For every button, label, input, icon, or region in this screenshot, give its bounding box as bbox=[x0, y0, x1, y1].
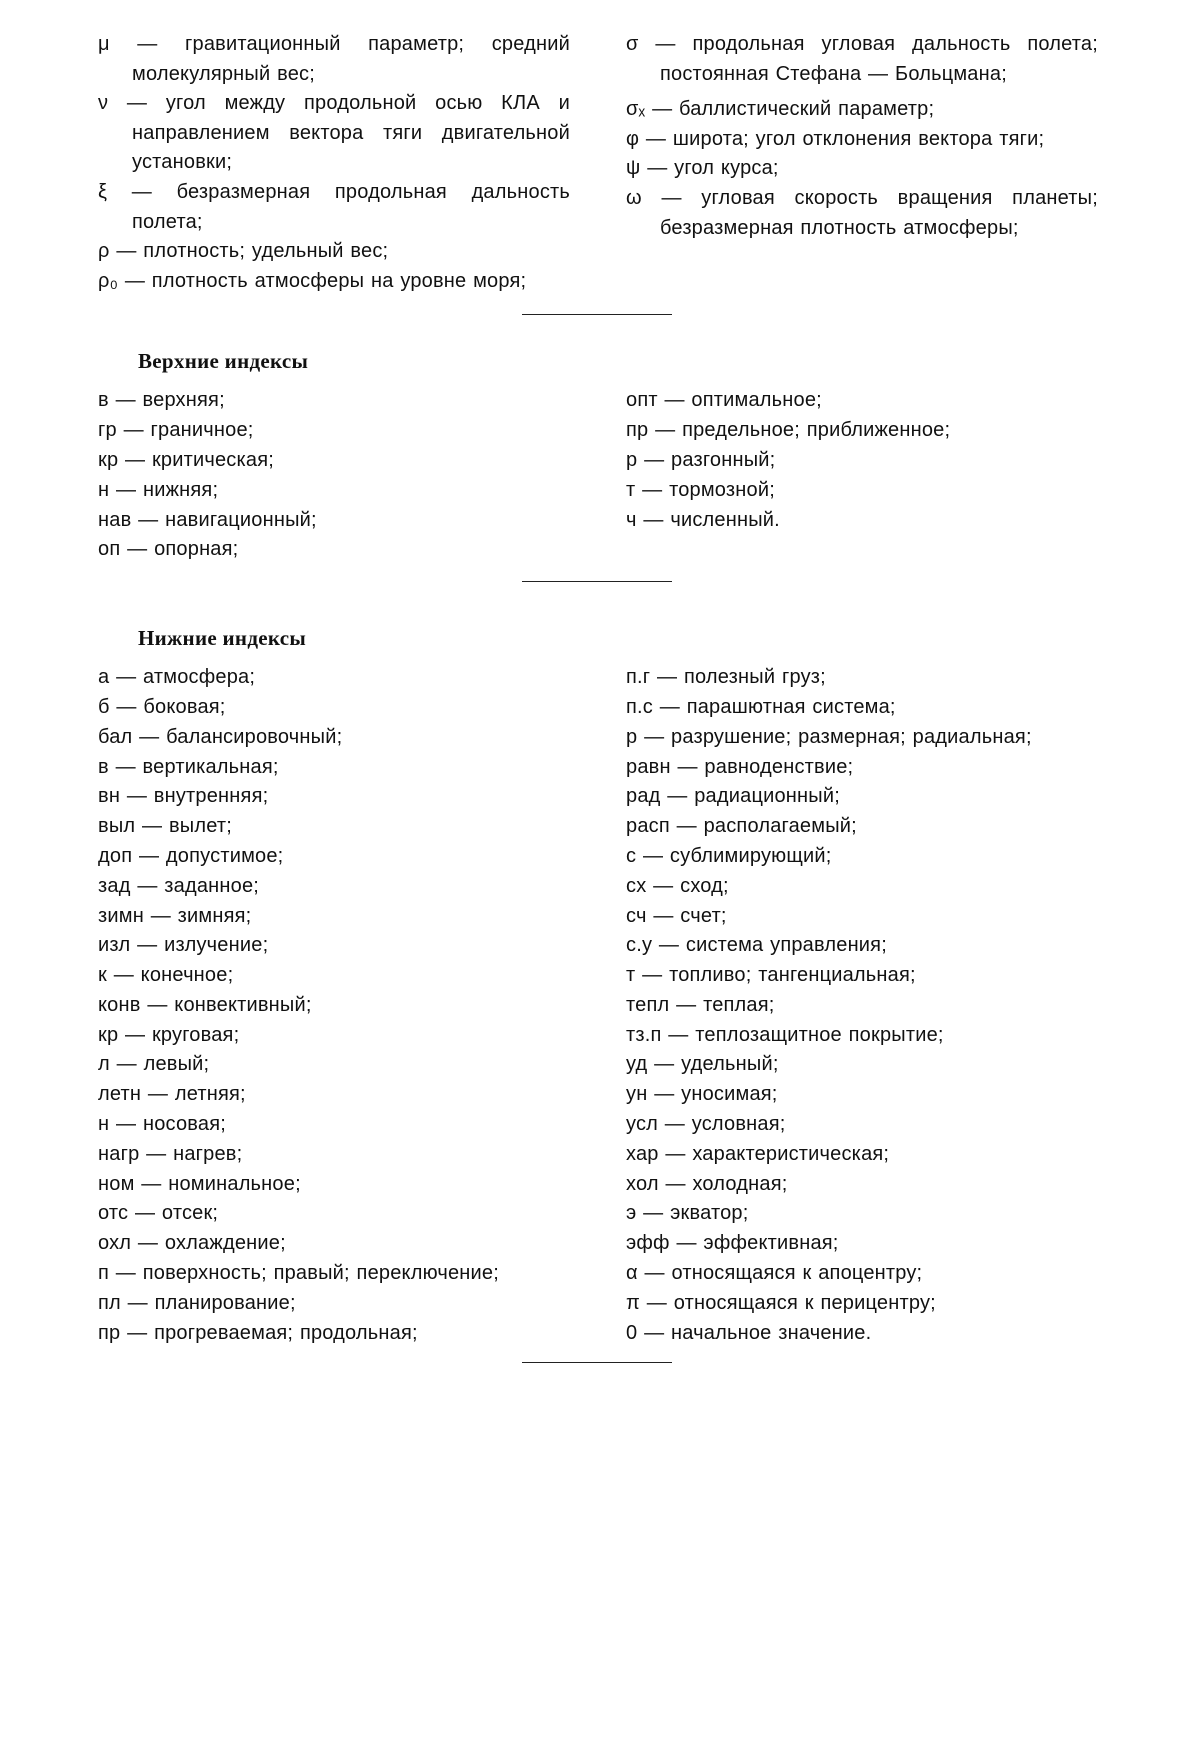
superscript-entry: пр — предельное; приближенное; bbox=[626, 419, 951, 442]
symbol-entry: ξ — безразмерная продольная дальность полета; bbox=[98, 180, 570, 233]
symbol-entry: ω — угловая скорость вращения планеты; безразмерная плотность атмосферы; bbox=[626, 186, 1098, 239]
subscript-entry: к — конечное; bbox=[98, 964, 234, 987]
subscript-entry: π — относящаяся к перицентру; bbox=[626, 1291, 936, 1314]
superscripts-left-column bbox=[98, 386, 570, 565]
subscript-entry: равн — равноденствие; bbox=[626, 755, 854, 778]
subscript-entry: сч — счет; bbox=[626, 904, 727, 927]
subscript-entry: пр — прогреваемая; продольная; bbox=[98, 1321, 418, 1344]
subscript-entry: ном — номинальное; bbox=[98, 1172, 301, 1195]
symbol-entry: ρ — плотность; удельный вес; bbox=[98, 240, 389, 263]
subscript-entry: т — топливо; тангенциальная; bbox=[626, 964, 916, 987]
superscript-entry: кр — критическая; bbox=[98, 448, 275, 471]
subscript-entry: вн — внутренняя; bbox=[98, 785, 269, 808]
subscript-entry: эфф — эффективная; bbox=[626, 1232, 839, 1255]
section-divider bbox=[522, 314, 672, 315]
subscripts-title: Нижние индексы bbox=[138, 626, 307, 651]
subscript-entry: э — экватор; bbox=[626, 1202, 749, 1225]
subscript-entry: пл — планирование; bbox=[98, 1291, 296, 1314]
subscript-entry: п.г — полезный груз; bbox=[626, 666, 826, 689]
subscript-entry: зад — заданное; bbox=[98, 874, 260, 897]
subscript-entry: сх — сход; bbox=[626, 874, 729, 897]
section-divider bbox=[522, 581, 672, 582]
subscript-entry: в — вертикальная; bbox=[98, 755, 279, 778]
subscripts-right-column bbox=[626, 663, 1098, 1348]
symbols-right-column bbox=[626, 30, 1098, 243]
symbol-entry: ψ — угол курса; bbox=[626, 157, 779, 180]
symbol-entry: σ — продольная угловая дальность полета; постоянная Стефана — Больцмана; bbox=[626, 33, 1098, 85]
superscript-entry: ч — численный. bbox=[626, 508, 780, 531]
subscript-entry: п — поверхность; правый; переключение; bbox=[98, 1262, 499, 1285]
subscript-entry: доп — допустимое; bbox=[98, 844, 284, 867]
superscripts-section bbox=[98, 386, 1098, 565]
subscript-entry: н — носовая; bbox=[98, 1113, 226, 1136]
superscript-entry: нав — навигационный; bbox=[98, 508, 317, 531]
subscript-entry: п.с — парашютная система; bbox=[626, 695, 896, 718]
subscript-entry: отс — отсек; bbox=[98, 1202, 219, 1225]
symbol-entry: ν — угол между продольной осью КЛА и направлением вектора тяги двигательной установки; bbox=[98, 92, 570, 174]
subscript-entry: бал — балансировочный; bbox=[98, 725, 343, 748]
superscripts-title: Верхние индексы bbox=[138, 349, 309, 374]
symbol-entry: σₓ — баллистический параметр; bbox=[626, 98, 935, 121]
superscript-entry: т — тормозной; bbox=[626, 478, 775, 501]
subscript-entry: л — левый; bbox=[98, 1053, 210, 1076]
superscripts-right-column bbox=[626, 386, 1098, 535]
superscript-entry: опт — оптимальное; bbox=[626, 389, 822, 412]
subscript-entry: р — разрушение; размерная; радиальная; bbox=[626, 725, 1032, 748]
subscript-entry: выл — вылет; bbox=[98, 815, 233, 838]
subscript-entry: хол — холодная; bbox=[626, 1172, 788, 1195]
subscript-entry: зимн — зимняя; bbox=[98, 904, 252, 927]
superscript-entry: н — нижняя; bbox=[98, 478, 219, 501]
subscript-entry: а — атмосфера; bbox=[98, 666, 256, 689]
subscript-entry: α — относящаяся к апоцентру; bbox=[626, 1262, 923, 1285]
subscript-entry: рад — радиационный; bbox=[626, 785, 840, 808]
superscript-entry: гр — граничное; bbox=[98, 419, 254, 442]
subscripts-section bbox=[98, 663, 1098, 1348]
subscript-entry: тз.п — теплозащитное покрытие; bbox=[626, 1023, 944, 1046]
subscript-entry: летн — летняя; bbox=[98, 1083, 246, 1106]
subscript-entry: 0 — начальное значение. bbox=[626, 1321, 872, 1344]
symbol-entry: ρ₀ — плотность атмосферы на уровне моря; bbox=[98, 269, 527, 292]
section-divider bbox=[522, 1362, 672, 1363]
subscript-entry: б — боковая; bbox=[98, 695, 226, 718]
subscript-entry: конв — конвективный; bbox=[98, 993, 312, 1016]
symbols-section bbox=[98, 30, 1098, 296]
superscript-entry: в — верхняя; bbox=[98, 389, 225, 412]
subscript-entry: расп — располагаемый; bbox=[626, 815, 857, 838]
subscript-entry: изл — излучение; bbox=[98, 934, 269, 957]
subscripts-left-column bbox=[98, 663, 570, 1348]
subscript-entry: нагр — нагрев; bbox=[98, 1142, 243, 1165]
subscript-entry: хар — характеристическая; bbox=[626, 1142, 890, 1165]
symbol-entry: φ — широта; угол отклонения вектора тяги; bbox=[626, 127, 1045, 150]
subscript-entry: тепл — теплая; bbox=[626, 993, 775, 1016]
superscript-entry: оп — опорная; bbox=[98, 538, 239, 561]
superscript-entry: р — разгонный; bbox=[626, 448, 776, 471]
subscript-entry: с.у — система управления; bbox=[626, 934, 887, 957]
subscript-entry: уд — удельный; bbox=[626, 1053, 779, 1076]
subscript-entry: с — сублимирующий; bbox=[626, 844, 832, 867]
subscript-entry: кр — круговая; bbox=[98, 1023, 240, 1046]
symbols-left-column bbox=[98, 30, 570, 296]
document-page bbox=[98, 30, 1098, 1363]
symbol-entry: μ — гравитационный параметр; средний молекулярный вес; bbox=[98, 33, 570, 85]
subscript-entry: охл — охлаждение; bbox=[98, 1232, 286, 1255]
subscript-entry: ун — уносимая; bbox=[626, 1083, 778, 1106]
subscript-entry: усл — условная; bbox=[626, 1113, 786, 1136]
